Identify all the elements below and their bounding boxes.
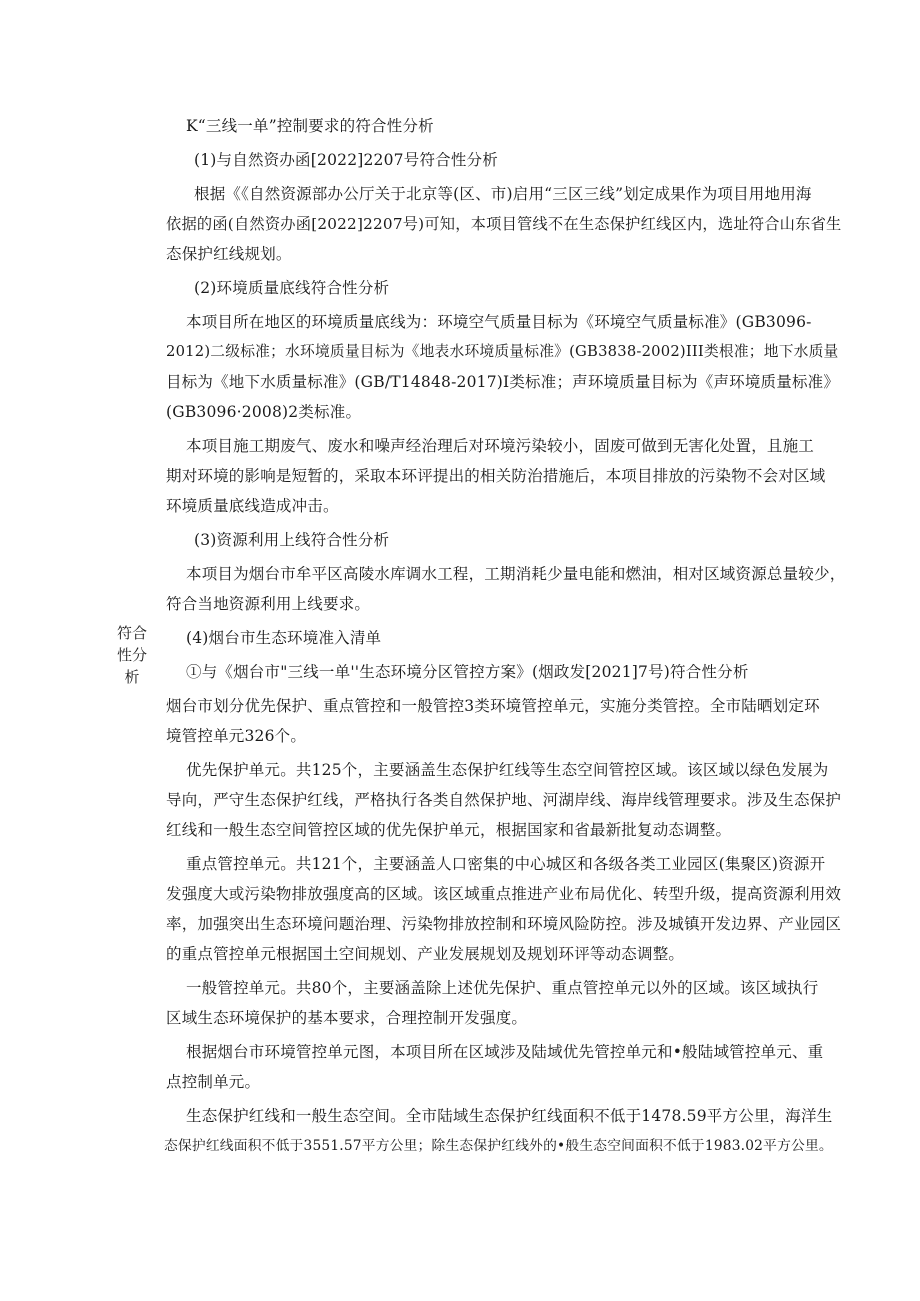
paragraph [166,559,846,619]
document-body [164,111,846,1165]
text-line: 红线和一般生态空间管控区域的优先保护单元，根据国家和省最新批复动态调整。 [166,821,732,839]
text-line: 点控制单元。 [166,1073,261,1091]
text-line: 的重点管控单元根据国土空间规划、产业发展规划及规划环评等动态调整。 [166,945,685,963]
text-line: 根据《《自然资源部办公厅关于北京等(区、市)启用“三区三线”划定成果作为项目用地用海 [194,185,812,203]
text-line: (1)与自然资办函[2022]2207号符合性分析 [194,151,498,169]
paragraph [166,1037,824,1097]
text-line: (GB3096·2008)2类标准。 [166,403,362,421]
text-line: 根据烟台市环境管控单元图，本项目所在区域涉及陆域优先管控单元和•般陆域管控单元、重 [186,1043,824,1061]
text-line: 一般管控单元。共80个，主要涵盖除上述优先保护、重点管控单元以外的区域。该区域执行 [186,979,819,997]
side-label-line: 符合 [116,624,147,642]
text-line: 生态保护红线和一般生态空间。全市陆域生态保护红线面积不低于1478.59平方公里，海洋生 [186,1107,833,1125]
section-heading [166,623,818,653]
paragraph [164,1101,833,1161]
side-label-line: 性分 [116,646,147,664]
text-line: 本项目所在地区的环境质量底线为：环境空气质量目标为《环境空气质量标准》(GB3096- [186,313,812,331]
text-line: 态保护红线规划。 [166,245,292,263]
text-line: (2)环境质量底线符合性分析 [194,279,390,297]
text-line: 发强度大或污染物排放强度高的区域。该区域重点推进产业布局优化、转型升级，提高资源利用效 [166,885,842,903]
text-line: 优先保护单元。共125个，主要涵盖生态保护红线等生态空间管控区域。该区域以绿色发展为 [186,761,829,779]
text-line: 区域生态环境保护的基本要求，合理控制开发强度。 [166,1009,528,1027]
text-line: 烟台市划分优先保护、重点管控和一般管控3类环境管控单元，实施分类管控。全市陆晒划定环 [166,697,820,715]
text-line: 期对环境的影响是短暂的，采取本环评提出的相关防治措施后，本项目排放的污染物不会对区域 [166,467,826,485]
text-line: 导向，严守生态保护红线，严格执行各类自然保护地、河湖岸线、海岸线管理要求。涉及生态保护 [166,791,842,809]
text-line: 环境质量底线造成冲击。 [166,497,339,515]
side-label [112,622,152,688]
section-heading [166,145,818,175]
text-line: 率，加强突出生态环境问题治理、污染物排放控制和环境风险防控。涉及城镇开发边界、产业园区 [166,915,842,933]
section-heading [166,273,818,303]
text-line: 本项目施工期废气、废水和噪声经治理后对环境污染较小，固废可做到无害化处置，且施工 [186,437,815,455]
paragraph [166,431,826,521]
paragraph [166,973,818,1033]
paragraph [166,849,842,969]
side-label-line: 析 [124,668,140,686]
paragraph [166,307,840,427]
text-line: 依据的函(自然资办函[2022]2207号)可知，本项目管线不在生态保护红线区内，选址符合山东省生 [166,215,842,233]
section-heading [166,525,818,555]
text-line: 符合当地资源利用上线要求。 [166,595,371,613]
text-line: 境管控单元326个。 [166,727,307,745]
paragraph [166,691,818,751]
paragraph [166,179,842,269]
text-line: (3)资源利用上线符合性分析 [194,531,390,549]
text-line: (4)烟台市生态环境准入清单 [186,629,382,647]
text-line: 2012)二级标准；水环境质量目标为《地表水环境质量标准》(GB3838-2002)III类根准；地下水质量 [166,343,839,360]
text-line: 重点管控单元。共121个，主要涵盖人口密集的中心城区和各级各类工业园区(集聚区)资源开 [186,855,826,873]
text-line: 态保护红线面积不低于3551.57平方公里；除生态保护红线外的•般生态空间面积不低于1983.02平方公里。 [164,1138,833,1154]
section-heading [166,657,818,687]
section-heading [166,111,818,141]
text-line: K“三线一单”控制要求的符合性分析 [186,117,434,135]
text-line: 目标为《地下水质量标准》(GB/T14848-2017)I类标准；声环境质量目标为《声环境质量标准》 [166,373,840,391]
paragraph [166,755,842,845]
text-line: 本项目为烟台市牟平区高陵水库调水工程，工期消耗少量电能和燃油，相对区域资源总量较少， [186,565,846,583]
text-line: ①与《烟台市"三线一单''生态环境分区管控方案》(烟政发[2021]7号)符合性分析 [186,663,749,681]
